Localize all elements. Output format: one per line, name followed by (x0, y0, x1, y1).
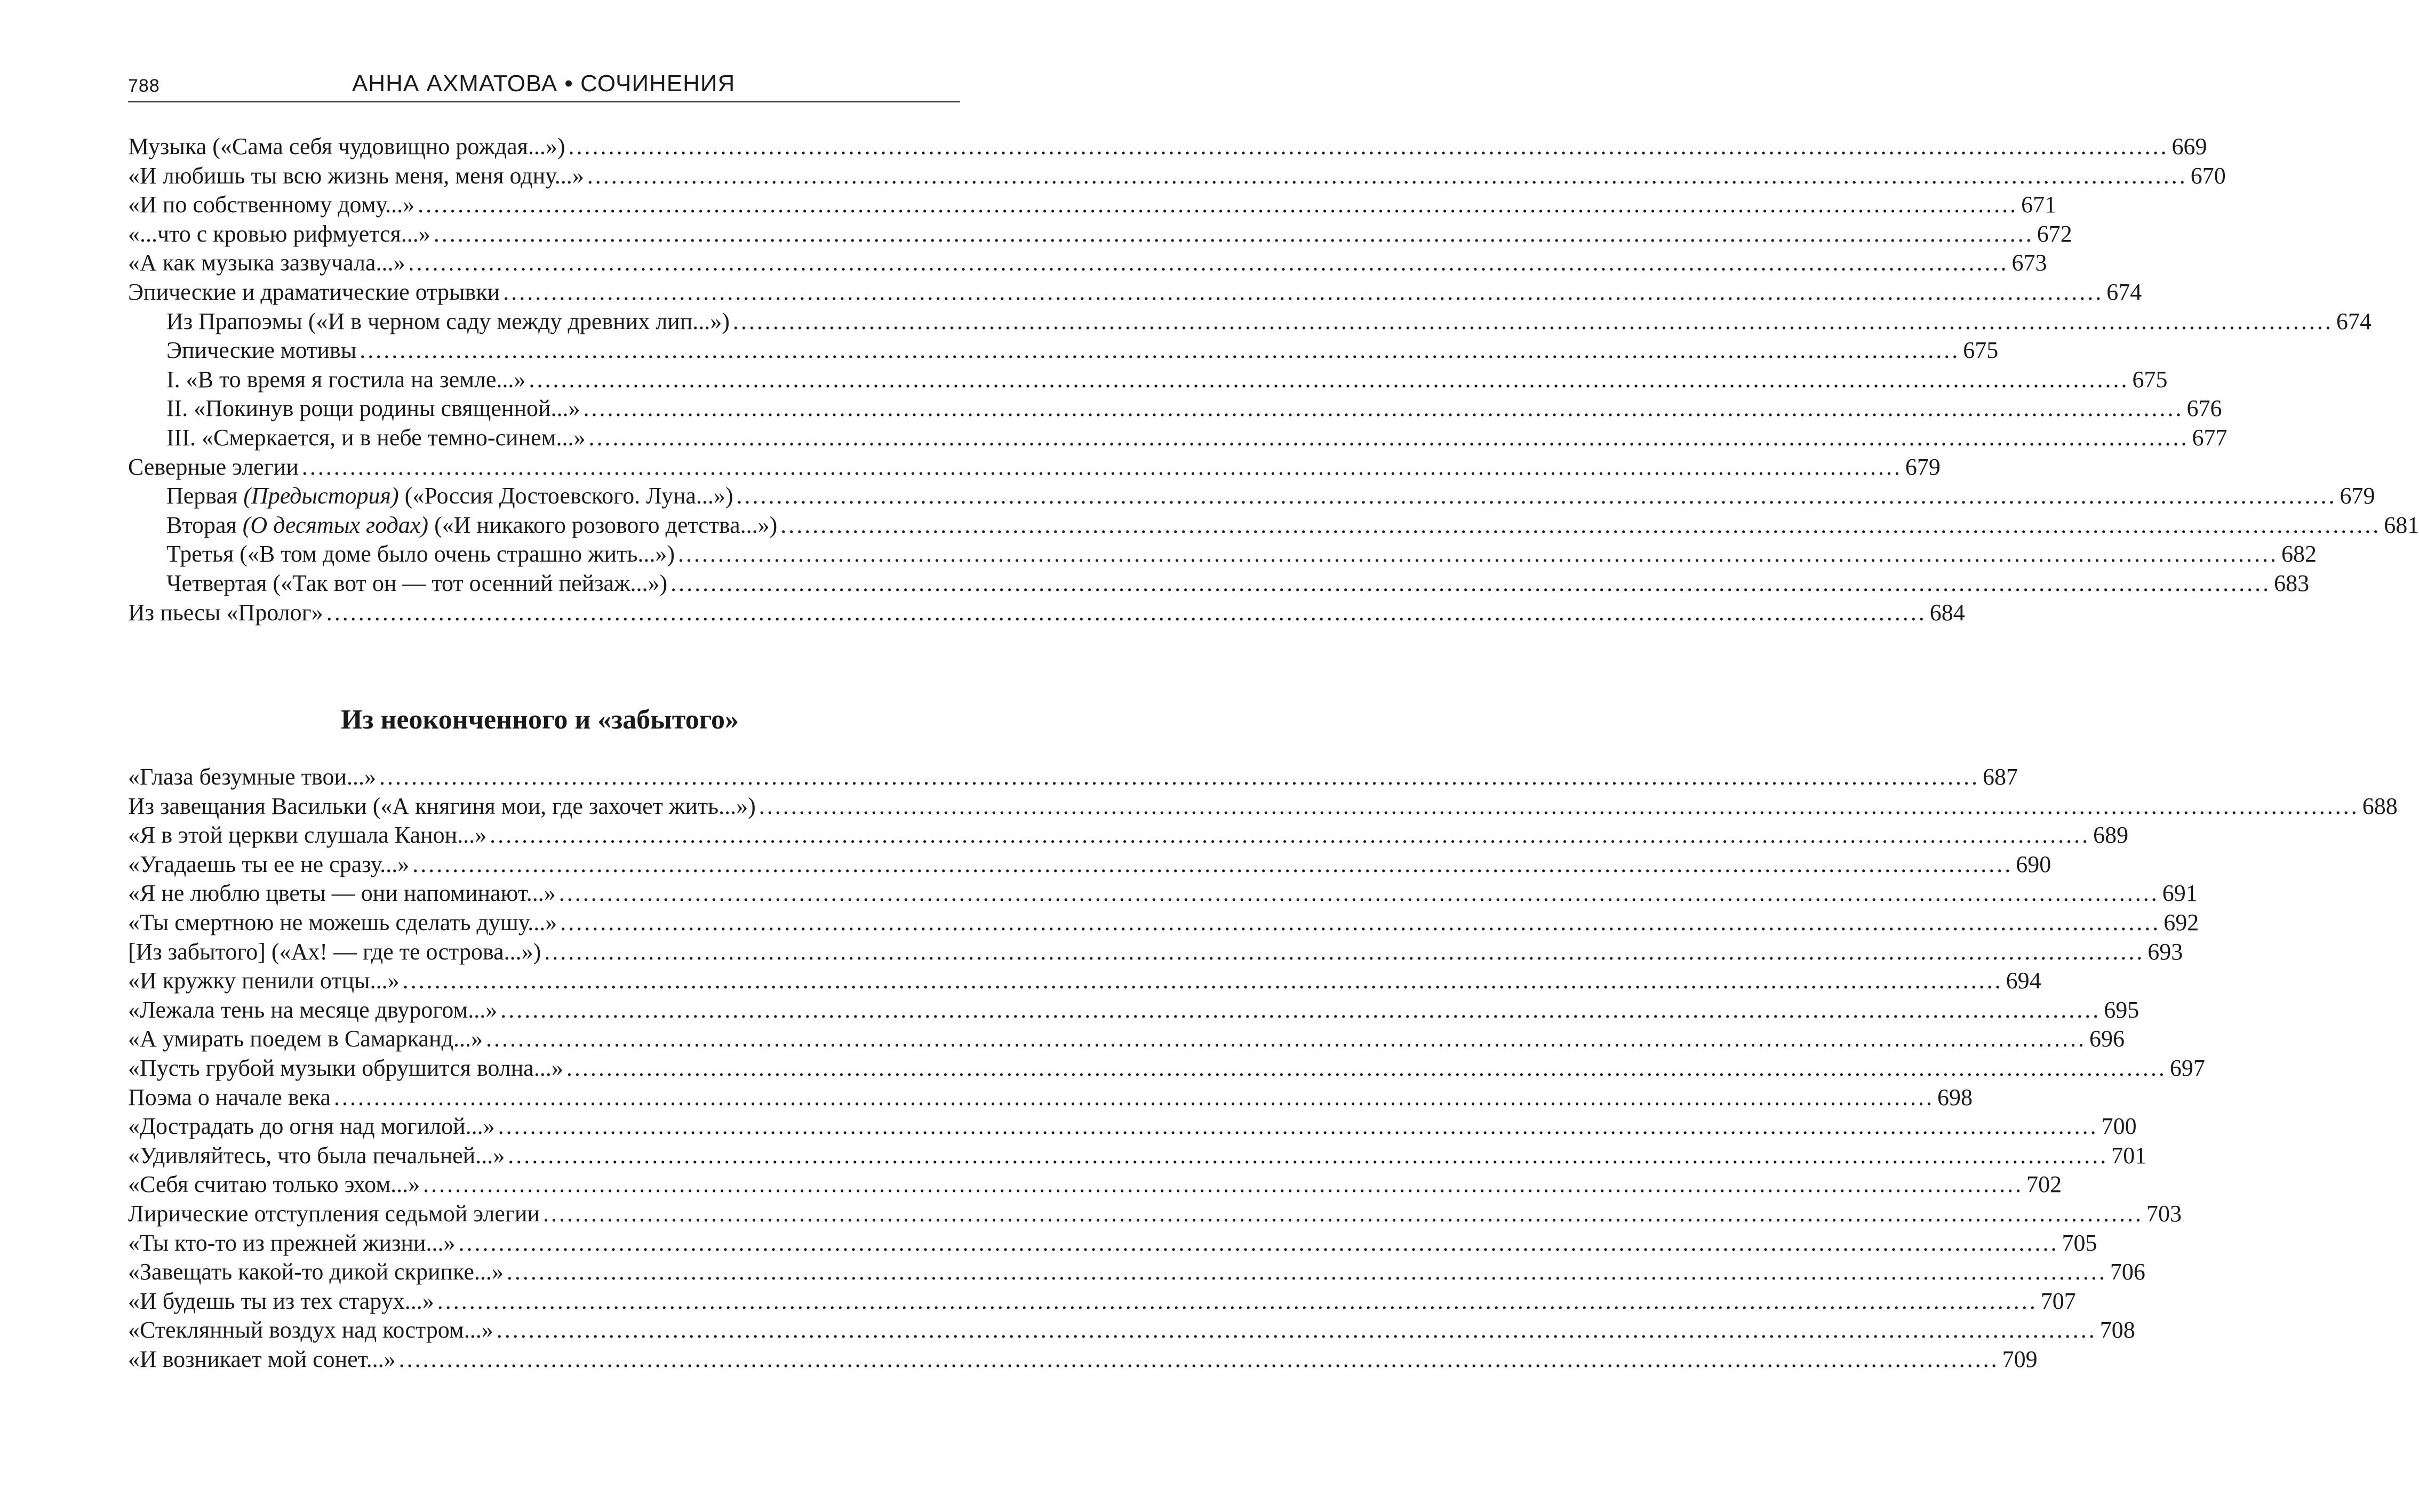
toc-entry (128, 1112, 2137, 1141)
toc-entry-title (128, 1141, 505, 1171)
toc-entry-title-text: «Угадаешь ты ее не сразу...» (128, 851, 410, 877)
toc-entry-page: 676 (2186, 395, 2222, 422)
dot-leader (486, 1025, 2086, 1054)
toc-entry-title (128, 162, 584, 191)
toc-entry-page: 675 (1963, 337, 1999, 364)
toc-entry (128, 996, 2139, 1025)
toc-entry-title-text: Третья («В том доме было очень страшно жить...») (166, 541, 675, 567)
toc-entry-subtitle: (Предыстория) (243, 483, 399, 509)
toc-entry-page: 670 (2190, 162, 2226, 189)
toc-entry-title-text: «Дострадать до огня над могилой...» (128, 1113, 495, 1140)
toc-entry-page: 675 (2132, 366, 2168, 393)
toc-entry-title-text: «Завещать какой-то дикой скрипке...» (128, 1259, 504, 1285)
toc-entry-title (128, 1287, 434, 1316)
toc-entry (128, 132, 2207, 162)
toc-entry (128, 1258, 2145, 1287)
toc-entry-title-text: «И возникает мой сонет...» (128, 1346, 396, 1372)
toc-entry-title (128, 763, 376, 792)
toc-entry-page: 671 (2021, 191, 2057, 218)
toc-entry-title (166, 540, 675, 569)
dot-leader (678, 540, 2278, 569)
toc-entry-title-text: Вторая (166, 511, 243, 538)
toc-entry-page: 677 (2192, 424, 2228, 451)
toc-entry-page: 679 (1905, 453, 1941, 480)
toc-entry (128, 763, 2018, 792)
dot-leader (560, 908, 2160, 938)
toc-entry-title-text: «Стеклянный воздух над костром...» (128, 1317, 493, 1343)
dot-leader (434, 220, 2034, 249)
dot-leader (759, 792, 2359, 821)
toc-entry-title-text: «Удивляйтесь, что была печальней...» (128, 1142, 505, 1169)
toc-entry (128, 336, 1999, 365)
dot-leader (326, 598, 1927, 628)
toc-entry-page: 689 (2093, 822, 2129, 849)
toc-entry (128, 1345, 2038, 1374)
toc-entry-page: 693 (2147, 938, 2183, 965)
dot-leader (379, 763, 1979, 792)
toc-entry-page: 702 (2026, 1171, 2062, 1198)
dot-leader (403, 966, 2003, 996)
dot-leader (334, 1083, 1934, 1113)
toc-entry-title-rest: («Россия Достоевского. Луна...») (398, 483, 733, 509)
toc-entry-title (128, 879, 556, 908)
toc-entry-title-text: III. «Смеркается, и в небе темно-синем...» (166, 424, 586, 451)
toc-entry-page: 694 (2006, 967, 2041, 994)
toc-entry-title-text: Эпические мотивы (166, 337, 357, 364)
toc-entry-title-text: «И по собственному дому...» (128, 191, 415, 218)
dot-leader (399, 1345, 1999, 1374)
toc-entry-title-text: [Из забытого] («Ах! — где те острова...») (128, 938, 541, 965)
toc-entry-title-text: Из пьесы «Пролог» (128, 599, 323, 626)
toc-entry (128, 1316, 2135, 1345)
toc-entry-title (166, 307, 730, 337)
toc-entry-page: 692 (2163, 909, 2199, 935)
toc-entry (128, 598, 1965, 628)
toc-entry-title (128, 278, 500, 307)
toc-entry-page: 688 (2362, 793, 2398, 819)
toc-entry (128, 569, 2310, 598)
toc-entry-page: 698 (1937, 1084, 1973, 1110)
dot-leader (503, 278, 2103, 307)
dot-leader (507, 1258, 2107, 1287)
dot-leader (780, 511, 2381, 540)
toc-entry-title (128, 1199, 540, 1229)
toc-entry (128, 1054, 2205, 1083)
toc-entry (128, 365, 2168, 395)
toc-entry-title (166, 569, 667, 598)
dot-leader (490, 821, 2090, 850)
dot-leader (737, 482, 2337, 511)
toc-entry-title (128, 132, 565, 162)
dot-leader (584, 394, 2184, 423)
toc-entry-title (128, 966, 400, 996)
toc-entry (128, 540, 2317, 569)
toc-entry (128, 1199, 2182, 1229)
toc-entry-title-text: «А как музыка зазвучала...» (128, 250, 405, 276)
running-title: АННА АХМАТОВА • СОЧИНЕНИЯ (352, 70, 736, 97)
toc-entry (128, 162, 2226, 191)
dot-leader (670, 569, 2271, 598)
dot-leader (418, 190, 2018, 220)
toc-entry-title-text: «Ты кто-то из прежней жизни...» (128, 1229, 456, 1256)
dot-leader (733, 307, 2333, 337)
toc-entry (128, 1287, 2076, 1316)
toc-entry (128, 1083, 1973, 1113)
dot-leader (458, 1229, 2058, 1258)
toc-entry-title (128, 190, 414, 220)
toc-entry-title (128, 598, 323, 628)
toc-entry-title-text: «А умирать поедем в Самарканд...» (128, 1026, 483, 1052)
toc-entry (128, 908, 2199, 938)
toc-entry (128, 190, 2057, 220)
toc-entry (128, 850, 2051, 879)
toc-entry (128, 453, 1941, 482)
toc-entry-title-text: «...что с кровью рифмуется...» (128, 220, 430, 247)
toc-entry-title-text: «И кружку пенили отцы...» (128, 967, 400, 994)
toc-entry-page: 709 (2002, 1346, 2038, 1372)
toc-entry-title-text: II. «Покинув рощи родины священной...» (166, 395, 580, 422)
toc-entry (128, 394, 2222, 423)
dot-leader (412, 850, 2013, 879)
page-number: 788 (128, 76, 160, 96)
dot-leader (559, 879, 2159, 908)
toc-entry-page: 707 (2040, 1287, 2076, 1314)
toc-entry-title (128, 938, 541, 967)
toc-entry-title (128, 1083, 331, 1113)
toc-entry (128, 821, 2129, 850)
dot-leader (543, 1199, 2143, 1229)
toc-entry-title-text: Четвертая («Так вот он — тот осенний пейзаж...») (166, 570, 668, 596)
toc-entry-page: 691 (2162, 880, 2198, 907)
toc-entry-title (128, 908, 557, 938)
toc-entry-title-text: «Себя считаю только эхом...» (128, 1171, 420, 1198)
toc-entry-page: 705 (2062, 1229, 2097, 1256)
toc-entry-title (128, 453, 299, 482)
toc-entry-title (166, 423, 586, 453)
toc-entry-page: 683 (2274, 570, 2310, 596)
toc-entry-subtitle: (О десятых годах) (242, 511, 429, 538)
toc-entry-page: 669 (2171, 133, 2207, 159)
toc-entry-title-text: «Глаза безумные твои...» (128, 764, 377, 790)
toc-entry-title (166, 482, 733, 511)
toc-entry-title (128, 1316, 493, 1345)
toc-entry-title (128, 1054, 563, 1083)
toc-entry-title-text: «Я в этой церкви слушала Канон...» (128, 822, 487, 849)
toc-entry-page: 679 (2340, 483, 2375, 509)
toc-entry-title (128, 220, 430, 249)
toc-entry (128, 966, 2041, 996)
toc-entry-title-text: «И будешь ты из тех старух...» (128, 1287, 434, 1314)
toc-entry-page: 674 (2336, 308, 2372, 334)
dot-leader (569, 132, 2169, 162)
toc-entry-title (128, 1345, 396, 1374)
toc-entry-page: 697 (2169, 1054, 2205, 1081)
toc-entry-title-text: Из Прапоэмы («И в черном саду между древних лип...») (166, 308, 730, 334)
toc-list-bottom (128, 763, 2398, 1374)
toc-entry-page: 700 (2101, 1113, 2137, 1140)
toc-entry (128, 249, 2047, 278)
toc-entry (128, 938, 2183, 967)
toc-entry-title-text: Поэма о начале века (128, 1084, 331, 1110)
toc-entry-title (128, 249, 405, 278)
toc-entry-title-rest: («И никакого розового детства...») (428, 511, 778, 538)
toc-entry (128, 1170, 2062, 1199)
dot-leader (497, 1316, 2097, 1345)
dot-leader (589, 423, 2189, 453)
toc-entry (128, 423, 2228, 453)
page-header (128, 68, 960, 102)
dot-leader (587, 162, 2188, 191)
toc-entry-title (166, 365, 525, 395)
toc-entry (128, 482, 2375, 511)
toc-entry-page: 674 (2106, 278, 2142, 305)
toc-entry-page: 682 (2281, 541, 2317, 567)
toc-entry-page: 706 (2110, 1259, 2145, 1285)
toc-entry-page: 684 (1929, 599, 1965, 626)
toc-entry (128, 278, 2142, 307)
toc-entry-title (128, 1229, 455, 1258)
dot-leader (302, 453, 1902, 482)
dot-leader (566, 1054, 2167, 1083)
toc-entry-title-text: Первая (166, 483, 244, 509)
toc-entry-title (128, 1112, 495, 1141)
toc-entry (128, 1025, 2125, 1054)
toc-entry-title-text: Северные элегии (128, 453, 299, 480)
toc-entry-page: 696 (2089, 1026, 2125, 1052)
toc-entry (128, 220, 2072, 249)
toc-entry-page: 672 (2037, 220, 2072, 247)
toc-entry-title-text: Лирические отступления седьмой элегии (128, 1200, 540, 1227)
dot-leader (498, 1112, 2098, 1141)
toc-entry (128, 1229, 2097, 1258)
dot-leader (437, 1287, 2038, 1316)
toc-entry-title (128, 1258, 504, 1287)
toc-entry-title (128, 821, 486, 850)
toc-entry-title (166, 511, 777, 540)
toc-entry-page: 703 (2146, 1200, 2182, 1227)
dot-leader (544, 938, 2144, 967)
toc-entry-title (166, 336, 356, 365)
toc-entry-page: 695 (2104, 996, 2139, 1023)
toc-entry-page: 708 (2099, 1317, 2135, 1343)
toc-entry-title-text: Из завещания Васильки («А княгиня мои, где захочет жить...») (128, 793, 756, 819)
toc-list-top (128, 132, 2419, 627)
toc-entry-page: 673 (2011, 250, 2047, 276)
toc-entry-page: 690 (2016, 851, 2051, 877)
toc-entry-title-text: «Лежала тень на месяце двурогом...» (128, 996, 498, 1023)
toc-entry-title (128, 850, 409, 879)
toc-entry-title-text: Музыка («Сама себя чудовищно рождая...») (128, 133, 565, 159)
toc-entry (128, 879, 2198, 908)
dot-leader (423, 1170, 2023, 1199)
toc-entry-title (128, 792, 756, 821)
dot-leader (409, 249, 2009, 278)
dot-leader (500, 996, 2101, 1025)
toc-entry-title-text: «Пусть грубой музыки обрушится волна...» (128, 1054, 563, 1081)
toc-entry-title-text: I. «В то время я гостила на земле...» (166, 366, 526, 393)
toc-entry-title (128, 1170, 420, 1199)
toc-entry-page: 687 (1983, 764, 2018, 790)
toc-entry-title (128, 996, 497, 1025)
dot-leader (529, 365, 2129, 395)
toc-entry (128, 307, 2372, 337)
toc-entry-title-text: «Ты смертною не можешь сделать душу...» (128, 909, 557, 935)
toc-entry-title-text: «Я не люблю цветы — они напоминают...» (128, 880, 556, 907)
toc-entry-title (166, 394, 580, 423)
toc-entry (128, 1141, 2147, 1171)
toc-entry-title (128, 1025, 483, 1054)
dot-leader (360, 336, 1960, 365)
toc-entry-title-text: «И любишь ты всю жизнь меня, меня одну...» (128, 162, 584, 189)
toc-entry-page: 701 (2111, 1142, 2147, 1169)
toc-entry-page: 681 (2384, 511, 2419, 538)
dot-leader (508, 1141, 2108, 1171)
toc-entry-title-text: Эпические и драматические отрывки (128, 278, 500, 305)
toc-entry (128, 792, 2398, 821)
section-heading: Из неоконченного и «забытого» (341, 705, 739, 735)
toc-entry (128, 511, 2419, 540)
